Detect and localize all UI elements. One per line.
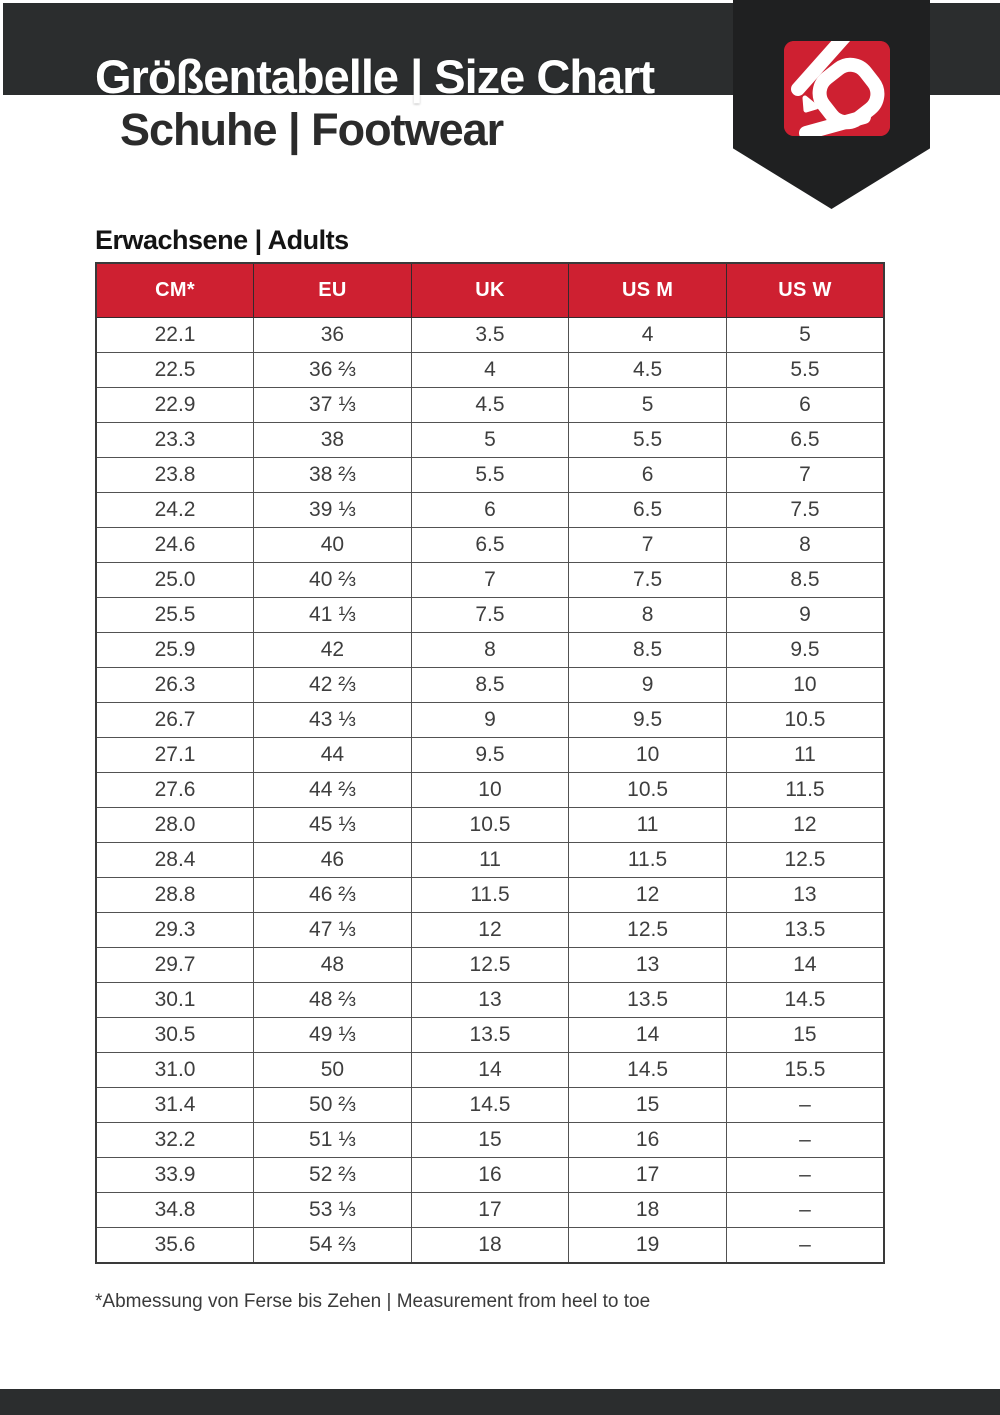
size-cell: 9.5 (411, 738, 569, 773)
size-cell: – (726, 1228, 884, 1264)
table-row (96, 353, 884, 388)
size-cell: 44 (254, 738, 412, 773)
size-cell: 27.6 (96, 773, 254, 808)
size-cell: 8.5 (726, 563, 884, 598)
table-row (96, 808, 884, 843)
size-cell: 50 ⅔ (254, 1088, 412, 1123)
size-cell: 12 (569, 878, 727, 913)
size-cell: 32.2 (96, 1123, 254, 1158)
size-cell: 26.3 (96, 668, 254, 703)
size-cell: 15 (569, 1088, 727, 1123)
size-cell: 11.5 (726, 773, 884, 808)
table-row (96, 1228, 884, 1264)
size-cell: 4 (569, 318, 727, 353)
size-cell: – (726, 1158, 884, 1193)
size-cell: 25.0 (96, 563, 254, 598)
size-cell: 10 (569, 738, 727, 773)
size-cell: 10.5 (411, 808, 569, 843)
size-cell: 9 (569, 668, 727, 703)
size-cell: 17 (411, 1193, 569, 1228)
size-cell: 5.5 (569, 423, 727, 458)
table-row (96, 1088, 884, 1123)
page-title: Größentabelle | Size Chart (95, 50, 655, 103)
size-cell: 14 (726, 948, 884, 983)
size-cell: 22.5 (96, 353, 254, 388)
size-cell: 8 (411, 633, 569, 668)
size-cell: 5.5 (726, 353, 884, 388)
section-heading: Erwachsene | Adults (95, 225, 349, 255)
size-cell: 10 (726, 668, 884, 703)
table-row (96, 1018, 884, 1053)
column-header: CM* (96, 263, 254, 318)
table-row (96, 563, 884, 598)
column-header: UK (411, 263, 569, 318)
table-row (96, 738, 884, 773)
footer-band (0, 1389, 1000, 1415)
size-cell: – (726, 1088, 884, 1123)
column-header: EU (254, 263, 412, 318)
size-cell: 12.5 (411, 948, 569, 983)
size-cell: 13 (726, 878, 884, 913)
size-cell: 7.5 (411, 598, 569, 633)
size-cell: 5 (569, 388, 727, 423)
table-row (96, 668, 884, 703)
size-cell: 10 (411, 773, 569, 808)
size-cell: 51 ⅓ (254, 1123, 412, 1158)
size-cell: 24.2 (96, 493, 254, 528)
size-cell: 7 (569, 528, 727, 563)
size-cell: 48 ⅔ (254, 983, 412, 1018)
size-cell: 23.3 (96, 423, 254, 458)
size-cell: 7 (726, 458, 884, 493)
size-cell: 36 (254, 318, 412, 353)
size-cell: 29.3 (96, 913, 254, 948)
size-cell: 12 (726, 808, 884, 843)
table-row (96, 633, 884, 668)
size-cell: 52 ⅔ (254, 1158, 412, 1193)
size-cell: 46 (254, 843, 412, 878)
size-cell: 8 (569, 598, 727, 633)
size-cell: 6 (569, 458, 727, 493)
size-cell: 8.5 (569, 633, 727, 668)
size-cell: 15.5 (726, 1053, 884, 1088)
size-cell: 9.5 (726, 633, 884, 668)
size-cell: 15 (411, 1123, 569, 1158)
size-table (95, 262, 885, 1264)
column-header: US W (726, 263, 884, 318)
size-cell: 14 (569, 1018, 727, 1053)
size-table-body (96, 318, 884, 1264)
header-row (96, 263, 884, 318)
size-cell: 26.7 (96, 703, 254, 738)
size-cell: 11.5 (569, 843, 727, 878)
size-table-container (95, 262, 885, 1264)
size-cell: 12.5 (569, 913, 727, 948)
size-cell: 9 (726, 598, 884, 633)
size-cell: 33.9 (96, 1158, 254, 1193)
size-cell: 4.5 (569, 353, 727, 388)
size-cell: 16 (411, 1158, 569, 1193)
size-cell: 27.1 (96, 738, 254, 773)
size-cell: 39 ⅓ (254, 493, 412, 528)
size-cell: 49 ⅓ (254, 1018, 412, 1053)
size-cell: 22.1 (96, 318, 254, 353)
size-cell: 11 (569, 808, 727, 843)
table-row (96, 1158, 884, 1193)
table-row (96, 318, 884, 353)
size-cell: 47 ⅓ (254, 913, 412, 948)
size-cell: 11 (411, 843, 569, 878)
size-cell: 10.5 (726, 703, 884, 738)
size-cell: 25.5 (96, 598, 254, 633)
table-row (96, 598, 884, 633)
table-row (96, 1053, 884, 1088)
size-cell: 5 (411, 423, 569, 458)
size-cell: 41 ⅓ (254, 598, 412, 633)
size-cell: 28.4 (96, 843, 254, 878)
size-cell: 7.5 (569, 563, 727, 598)
table-row (96, 948, 884, 983)
table-row (96, 773, 884, 808)
size-cell: – (726, 1123, 884, 1158)
size-cell: 11 (726, 738, 884, 773)
size-cell: 36 ⅔ (254, 353, 412, 388)
size-cell: 9 (411, 703, 569, 738)
size-cell: 13 (569, 948, 727, 983)
size-cell: 42 (254, 633, 412, 668)
size-cell: 17 (569, 1158, 727, 1193)
size-cell: 13.5 (726, 913, 884, 948)
size-cell: 42 ⅔ (254, 668, 412, 703)
column-header: US M (569, 263, 727, 318)
size-cell: 13.5 (569, 983, 727, 1018)
table-row (96, 878, 884, 913)
size-cell: 10.5 (569, 773, 727, 808)
table-row (96, 913, 884, 948)
size-cell: 5 (726, 318, 884, 353)
size-cell: 13 (411, 983, 569, 1018)
size-cell: 14.5 (726, 983, 884, 1018)
size-cell: 19 (569, 1228, 727, 1264)
brand-pennant (733, 0, 930, 209)
size-cell: 30.1 (96, 983, 254, 1018)
size-cell: 25.9 (96, 633, 254, 668)
size-cell: 35.6 (96, 1228, 254, 1264)
size-cell: 54 ⅔ (254, 1228, 412, 1264)
size-cell: 18 (569, 1193, 727, 1228)
size-cell: – (726, 1193, 884, 1228)
size-cell: 6 (726, 388, 884, 423)
table-row (96, 388, 884, 423)
size-cell: 40 (254, 528, 412, 563)
size-cell: 6.5 (569, 493, 727, 528)
size-cell: 6 (411, 493, 569, 528)
size-table-header (96, 263, 884, 318)
size-cell: 34.8 (96, 1193, 254, 1228)
size-cell: 4.5 (411, 388, 569, 423)
five-ten-logo-icon (784, 41, 890, 136)
size-cell: 38 (254, 423, 412, 458)
size-cell: 7 (411, 563, 569, 598)
measurement-footnote: *Abmessung von Ferse bis Zehen | Measurement from heel to toe (95, 1291, 651, 1312)
table-row (96, 983, 884, 1018)
table-row (96, 843, 884, 878)
size-cell: 14 (411, 1053, 569, 1088)
table-row (96, 1123, 884, 1158)
table-row (96, 1193, 884, 1228)
size-cell: 14.5 (569, 1053, 727, 1088)
size-cell: 31.0 (96, 1053, 254, 1088)
table-row (96, 703, 884, 738)
page-subtitle: Schuhe | Footwear (120, 104, 504, 155)
table-row (96, 528, 884, 563)
size-cell: 18 (411, 1228, 569, 1264)
size-cell: 46 ⅔ (254, 878, 412, 913)
size-cell: 14.5 (411, 1088, 569, 1123)
size-cell: 28.8 (96, 878, 254, 913)
size-cell: 7.5 (726, 493, 884, 528)
size-cell: 3.5 (411, 318, 569, 353)
size-cell: 12.5 (726, 843, 884, 878)
size-cell: 4 (411, 353, 569, 388)
size-cell: 22.9 (96, 388, 254, 423)
size-cell: 28.0 (96, 808, 254, 843)
size-cell: 40 ⅔ (254, 563, 412, 598)
size-cell: 6.5 (726, 423, 884, 458)
size-cell: 30.5 (96, 1018, 254, 1053)
size-cell: 6.5 (411, 528, 569, 563)
size-cell: 24.6 (96, 528, 254, 563)
table-row (96, 423, 884, 458)
size-cell: 38 ⅔ (254, 458, 412, 493)
size-cell: 23.8 (96, 458, 254, 493)
size-cell: 9.5 (569, 703, 727, 738)
size-cell: 48 (254, 948, 412, 983)
size-cell: 13.5 (411, 1018, 569, 1053)
size-cell: 11.5 (411, 878, 569, 913)
size-cell: 53 ⅓ (254, 1193, 412, 1228)
size-cell: 50 (254, 1053, 412, 1088)
size-cell: 8 (726, 528, 884, 563)
size-cell: 31.4 (96, 1088, 254, 1123)
table-row (96, 493, 884, 528)
size-cell: 5.5 (411, 458, 569, 493)
size-cell: 44 ⅔ (254, 773, 412, 808)
size-cell: 45 ⅓ (254, 808, 412, 843)
size-cell: 37 ⅓ (254, 388, 412, 423)
size-cell: 16 (569, 1123, 727, 1158)
size-cell: 8.5 (411, 668, 569, 703)
size-cell: 43 ⅓ (254, 703, 412, 738)
size-cell: 12 (411, 913, 569, 948)
size-cell: 29.7 (96, 948, 254, 983)
table-row (96, 458, 884, 493)
size-cell: 15 (726, 1018, 884, 1053)
